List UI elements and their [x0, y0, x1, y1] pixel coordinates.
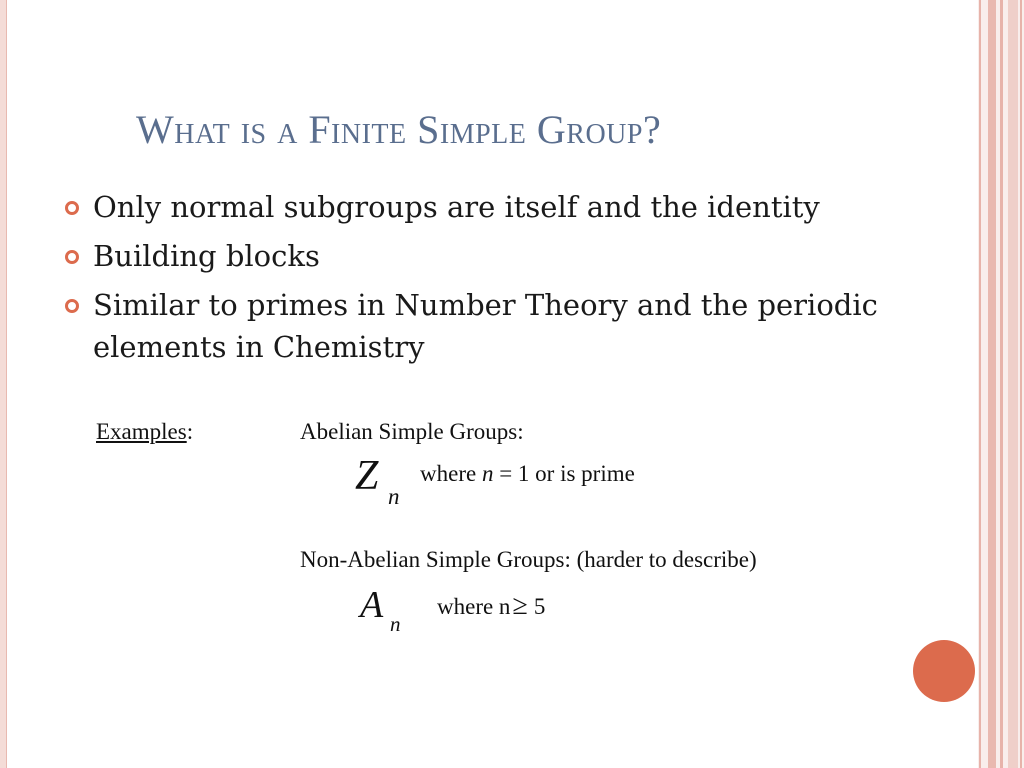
condition-suffix: = 1 or is prime: [493, 461, 635, 486]
greater-equal-symbol: ≥: [512, 590, 528, 621]
bullet-text: Building blocks: [93, 239, 320, 273]
bullet-text: Similar to primes in Number Theory and the periodic elements in Chemistry: [93, 288, 878, 364]
condition-prefix: where: [420, 461, 482, 486]
bullet-circle-icon: [65, 250, 79, 264]
right-border-line: [988, 0, 996, 768]
examples-label: [96, 419, 193, 445]
condition-value: 5: [533, 594, 546, 619]
cyclic-group-subscript: n: [388, 484, 400, 509]
bullet-circle-icon: [65, 201, 79, 215]
examples-label-colon: :: [186, 419, 194, 444]
right-border-line: [979, 0, 981, 768]
left-border-stripe: [0, 0, 7, 768]
slide-title: What is a Finite Simple Group?: [136, 107, 662, 152]
bullet-circle-icon: [65, 299, 79, 313]
condition-prefix: where n: [437, 594, 511, 619]
bullet-item: [60, 186, 960, 228]
condition-variable: n: [481, 461, 494, 486]
bullet-text: Only normal subgroups are itself and the identity: [93, 190, 820, 224]
examples-label-text: Examples: [96, 419, 187, 444]
abelian-heading: Abelian Simple Groups:: [300, 419, 524, 444]
alternating-group-condition: [437, 590, 545, 622]
bullet-list: [60, 186, 960, 375]
alternating-group-subscript: n: [390, 612, 401, 636]
right-border-line: [1008, 0, 1018, 768]
cyclic-group-symbol: Z: [355, 453, 379, 499]
non-abelian-heading: Non-Abelian Simple Groups: (harder to describe): [300, 547, 757, 572]
decorative-circle: [913, 640, 975, 702]
right-border-line: [1000, 0, 1003, 768]
alternating-group-symbol: A: [360, 584, 384, 626]
bullet-item: [60, 284, 960, 368]
right-border-line: [1020, 0, 1022, 768]
cyclic-group-condition: [420, 461, 635, 487]
bullet-item: [60, 235, 960, 277]
